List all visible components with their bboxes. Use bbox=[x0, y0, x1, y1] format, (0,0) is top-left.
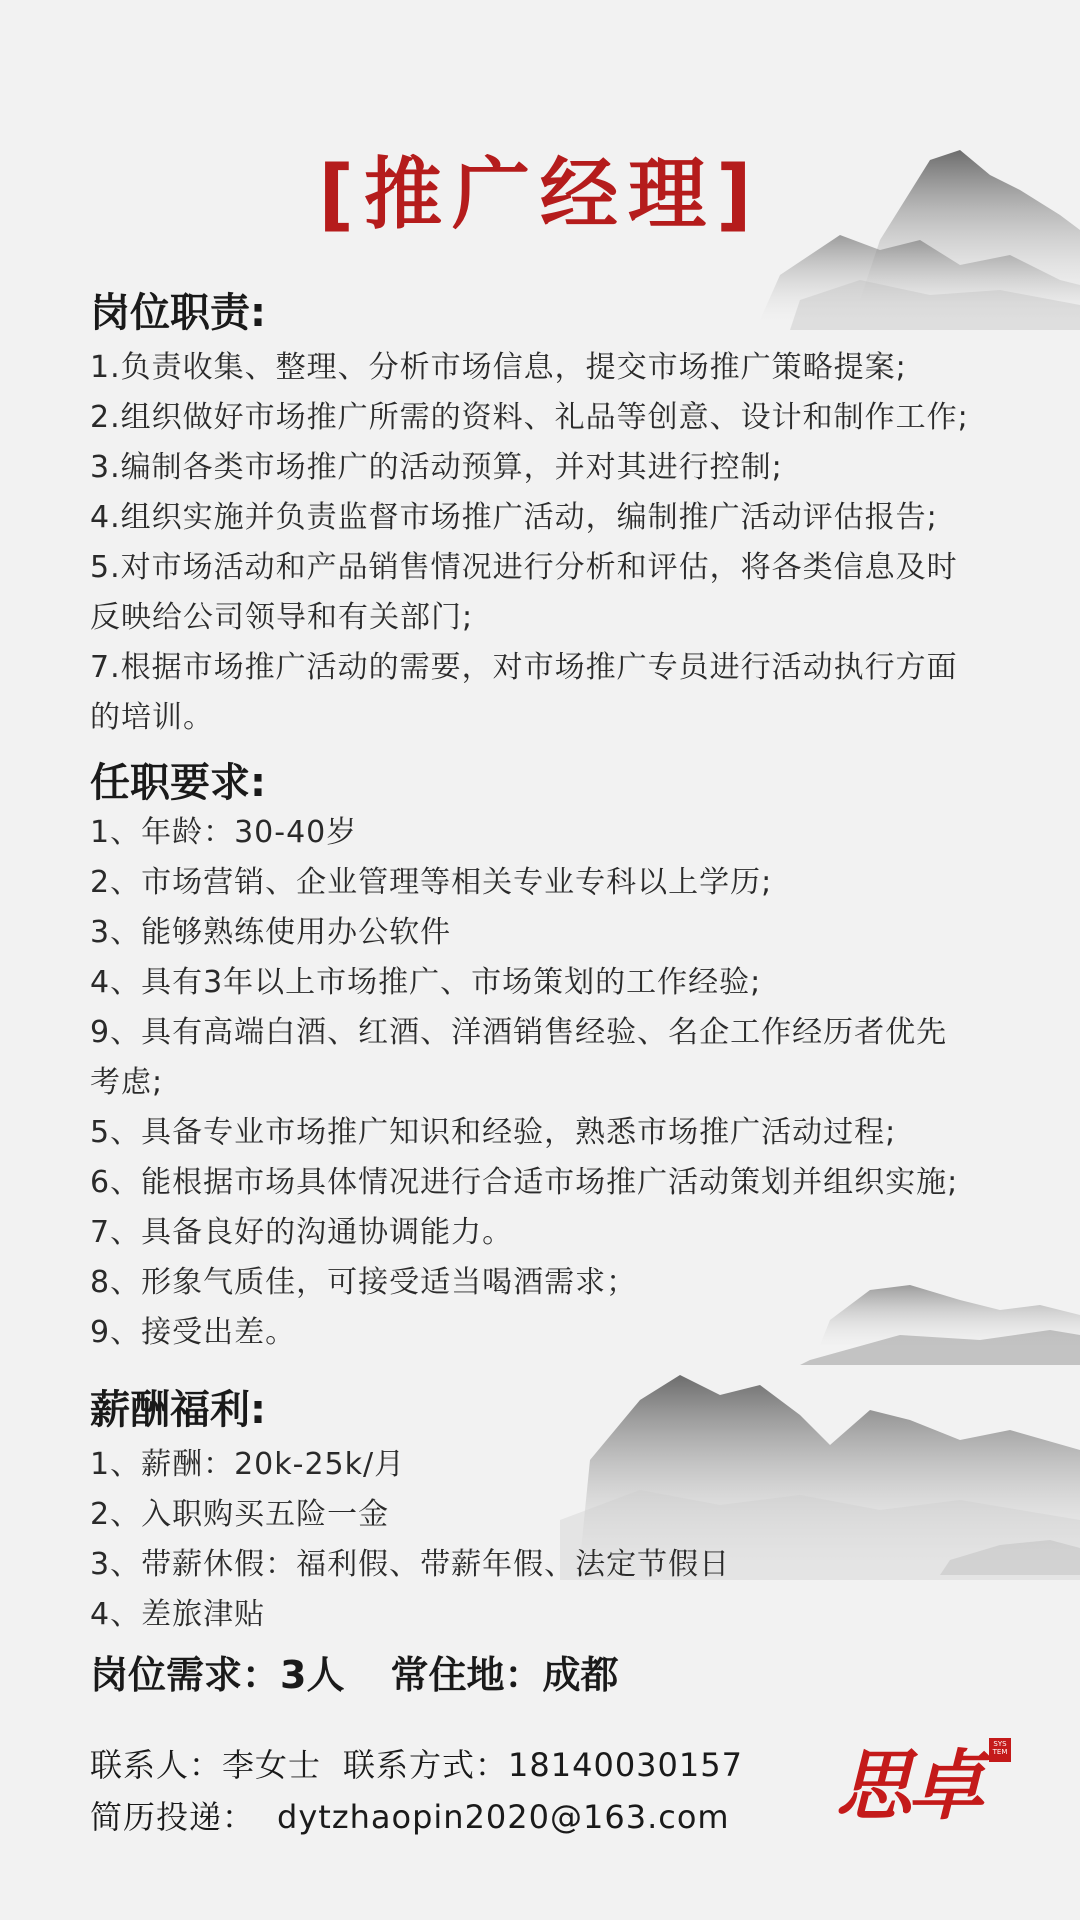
email-label: 简历投递： bbox=[90, 1798, 256, 1836]
list-item: 1.负责收集、整理、分析市场信息，提交市场推广策略提案; bbox=[90, 350, 907, 385]
list-item: 2.组织做好市场推广所需的资料、礼品等创意、设计和制作工作; bbox=[90, 400, 969, 435]
resume-line bbox=[90, 1792, 790, 1842]
list-item: 考虑; bbox=[90, 1065, 164, 1100]
list-item: 9、接受出差。 bbox=[90, 1315, 297, 1350]
requirements-list bbox=[90, 808, 1000, 1358]
benefits-heading: 薪酬福利: bbox=[90, 1387, 266, 1433]
logo-seal: SYS TEM bbox=[989, 1738, 1011, 1762]
list-item: 的培训。 bbox=[90, 700, 214, 735]
company-logo bbox=[836, 1738, 1011, 1838]
contact-person: 联系人：李女士 bbox=[90, 1746, 322, 1784]
logo-text: 思卓 bbox=[836, 1741, 980, 1830]
contact-line bbox=[90, 1740, 790, 1790]
list-item: 2、入职购买五险一金 bbox=[90, 1497, 390, 1532]
list-item: 4、差旅津贴 bbox=[90, 1597, 266, 1632]
page-title: [推广经理] bbox=[318, 150, 762, 240]
list-item: 5、具备专业市场推广知识和经验，熟悉市场推广活动过程; bbox=[90, 1115, 897, 1150]
list-item: 4.组织实施并负责监督市场推广活动，编制推广活动评估报告; bbox=[90, 500, 938, 535]
contact-email[interactable]: dytzhaopin2020@163.com bbox=[277, 1798, 730, 1836]
responsibilities-list bbox=[90, 343, 1000, 743]
list-item: 2、市场营销、企业管理等相关专业专科以上学历; bbox=[90, 865, 773, 900]
list-item: 3、带薪休假：福利假、带薪年假、法定节假日 bbox=[90, 1547, 731, 1582]
list-item: 9、具有高端白酒、红酒、洋酒销售经验、名企工作经历者优先 bbox=[90, 1015, 948, 1050]
list-item: 3、能够熟练使用办公软件 bbox=[90, 915, 452, 950]
list-item: 1、年龄：30-40岁 bbox=[90, 815, 358, 850]
list-item: 反映给公司领导和有关部门; bbox=[90, 600, 474, 635]
position-info bbox=[90, 1647, 618, 1703]
benefits-list bbox=[90, 1440, 1000, 1640]
contact-phone[interactable]: 联系方式：18140030157 bbox=[343, 1746, 743, 1784]
responsibilities-heading: 岗位职责: bbox=[90, 290, 266, 336]
list-item: 1、薪酬：20k-25k/月 bbox=[90, 1447, 406, 1482]
list-item: 8、形象气质佳，可接受适当喝酒需求； bbox=[90, 1265, 638, 1300]
list-item: 7.根据市场推广活动的需要，对市场推广专员进行活动执行方面 bbox=[90, 650, 958, 685]
list-item: 6、能根据市场具体情况进行合适市场推广活动策划并组织实施; bbox=[90, 1165, 959, 1200]
list-item: 3.编制各类市场推广的活动预算，并对其进行控制; bbox=[90, 450, 783, 485]
list-item: 7、具备良好的沟通协调能力。 bbox=[90, 1215, 514, 1250]
headcount: 岗位需求：3人 bbox=[90, 1653, 345, 1697]
requirements-heading: 任职要求: bbox=[90, 760, 266, 806]
work-location: 常住地：成都 bbox=[390, 1653, 619, 1697]
list-item: 4、具有3年以上市场推广、市场策划的工作经验; bbox=[90, 965, 762, 1000]
list-item: 5.对市场活动和产品销售情况进行分析和评估，将各类信息及时 bbox=[90, 550, 958, 585]
